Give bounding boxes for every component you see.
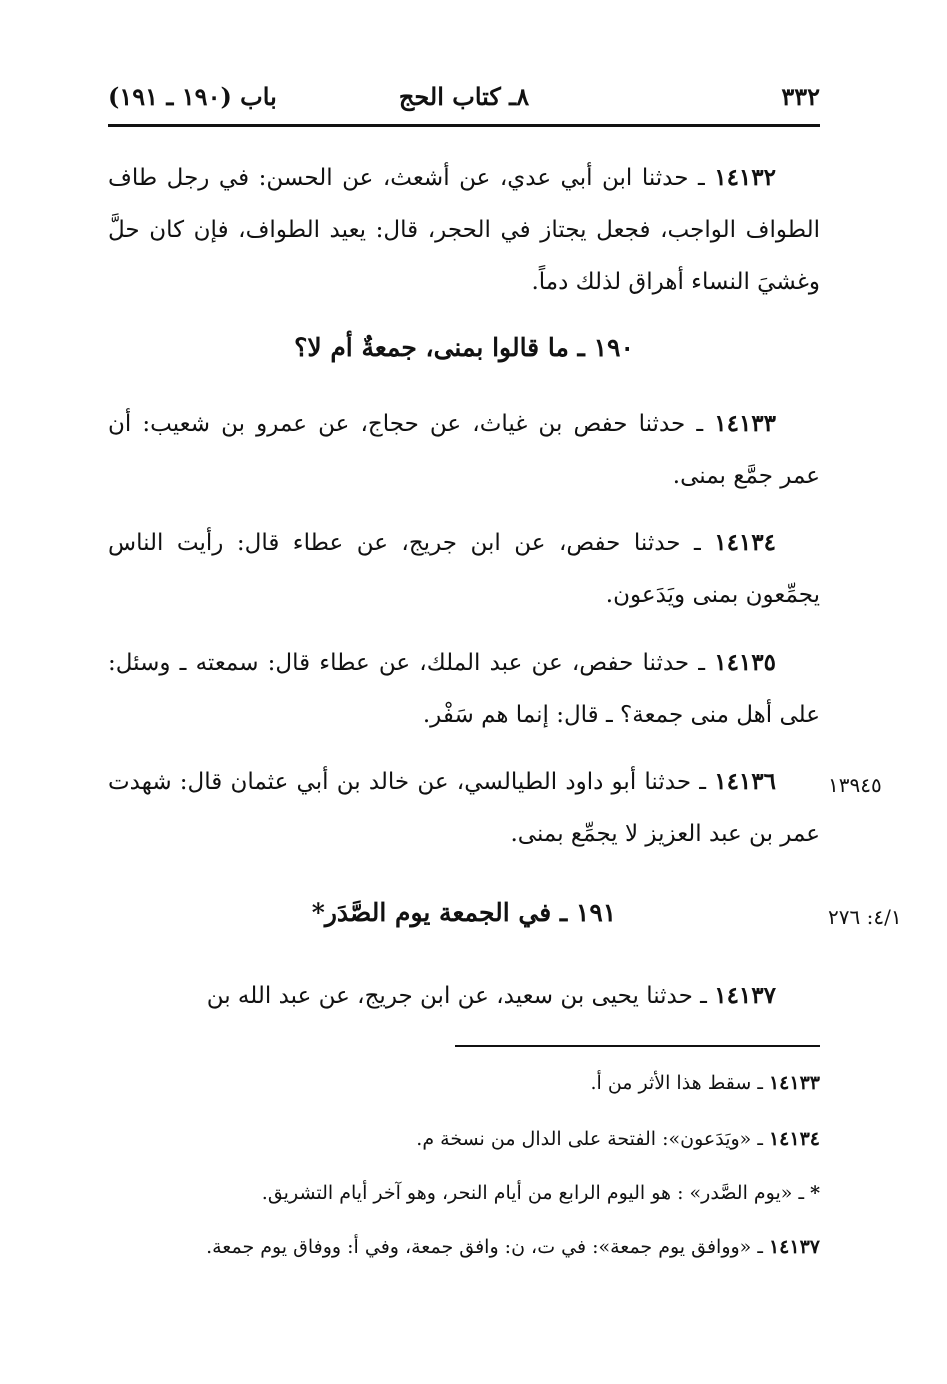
hadith-text: ـ حدثنا أبو داود الطيالسي، عن خالد بن أبي عثمان قال: شهدت عمر بن عبد العزيز لا يجمِّع بمنى. — [108, 769, 820, 847]
hadith-paragraph — [108, 152, 820, 308]
footnote — [108, 1236, 820, 1258]
footnote-text: ـ «ووافق يوم جمعة»: في ت، ن: وافق جمعة، وفي أ: ووفاق يوم جمعة. — [206, 1236, 763, 1258]
section-title: ١٩١ ـ في الجمعة يوم الصَّدَر* — [311, 898, 617, 927]
hadith-text: ـ حدثنا حفص، عن عبد الملك، عن عطاء قال: سمعته ـ وسئل: على أهل منى جمعة؟ ـ قال: إنما هم سَفْر. — [108, 650, 820, 728]
footnote-text: ـ سقط هذا الأثر من أ. — [590, 1072, 763, 1094]
hadith-paragraph — [108, 517, 820, 621]
margin-reference: ١٣٩٤٥ — [828, 773, 882, 797]
hadith-number: ١٤١٣٣ — [714, 410, 777, 437]
footnote — [108, 1182, 820, 1204]
hadith-text: ـ حدثنا حفص بن غياث، عن حجاج، عن عمرو بن شعيب: أن عمر جمَّع بمنى. — [108, 411, 820, 489]
page-number: ٣٣٢ — [781, 82, 820, 111]
header-rule — [108, 124, 820, 127]
hadith-paragraph — [108, 970, 820, 1022]
hadith-paragraph — [108, 398, 820, 502]
hadith-text: ـ حدثنا يحيى بن سعيد، عن ابن جريج، عن عبد الله بن — [206, 983, 707, 1009]
footnote-ref: ١٤١٣٣ — [768, 1072, 820, 1094]
section-title: ١٩٠ ـ ما قالوا بمنى، جمعةٌ أم لا؟ — [294, 333, 634, 362]
chapter-range: باب (١٩٠ ـ ١٩١) — [108, 82, 277, 111]
footnote-text: ـ «يوم الصَّدر» : هو اليوم الرابع من أيام النحر، وهو آخر أيام التشريق. — [261, 1182, 805, 1204]
hadith-number: ١٤١٣٤ — [714, 529, 776, 556]
footnote-ref: * — [810, 1182, 820, 1204]
hadith-number: ١٤١٣٧ — [714, 982, 776, 1009]
hadith-number: ١٤١٣٦ — [714, 768, 776, 795]
footnote-ref: ١٤١٣٤ — [768, 1128, 820, 1150]
hadith-number: ١٤١٣٥ — [714, 649, 776, 676]
running-header — [108, 82, 820, 122]
hadith-text: ـ حدثنا حفص، عن ابن جريج، عن عطاء قال: رأيت الناس يجمِّعون بمنى ويَدَعون. — [108, 530, 820, 608]
hadith-text: ـ حدثنا ابن أبي عدي، عن أشعث، عن الحسن: في رجل طاف الطواف الواجب، فجعل يجتاز في الحجر، قال: يعيد الطواف، فإن كان حلَّ وغشيَ النساء أهراق لذلك دماً. — [108, 165, 820, 295]
hadith-paragraph — [108, 756, 820, 860]
footnote-ref: ١٤١٣٧ — [768, 1236, 820, 1258]
hadith-paragraph — [108, 637, 820, 741]
margin-reference: ٤/١: ٢٧٦ — [828, 905, 902, 929]
book-title: ٨ـ كتاب الحج — [398, 82, 530, 111]
footnote — [108, 1072, 820, 1094]
hadith-number: ١٤١٣٢ — [714, 164, 776, 191]
footnote — [108, 1128, 820, 1150]
footnote-rule — [455, 1045, 820, 1047]
footnote-text: ـ «ويَدَعون»: الفتحة على الدال من نسخة م. — [416, 1128, 763, 1150]
